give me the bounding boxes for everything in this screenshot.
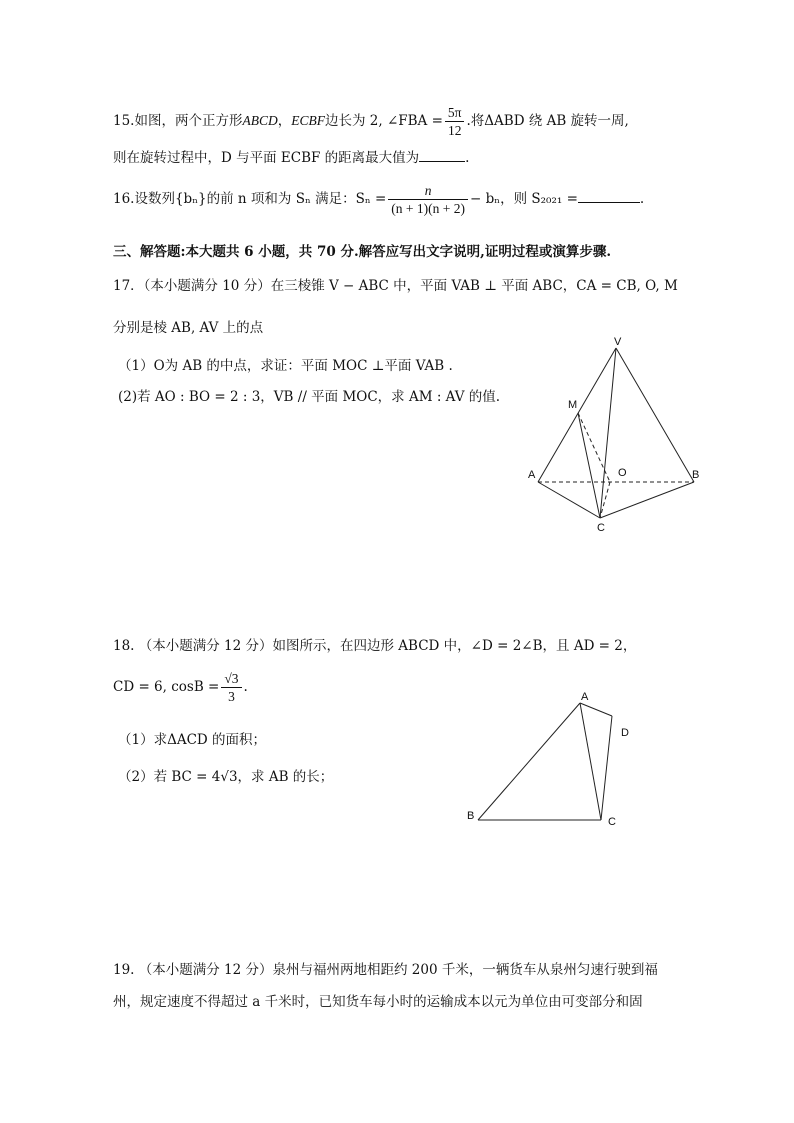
q17-label-b: B — [692, 469, 700, 481]
q17-edge-mc — [578, 413, 600, 518]
q17-label-a: A — [528, 469, 536, 481]
q16-answer-blank[interactable] — [578, 190, 640, 203]
q19-line2: 州，规定速度不得超过 a 千米时，已知货车每小时的运输成本以元为单位由可变部分和固 — [113, 994, 643, 1010]
q17-edge-ac — [538, 482, 600, 518]
q15-frac-num: 5π — [445, 104, 465, 122]
q15-line1 — [113, 104, 629, 139]
q16-fraction — [388, 182, 468, 217]
q15-angle-fraction — [445, 104, 465, 139]
q18-quadrilateral-figure — [462, 688, 652, 833]
q16-rest: − bₙ，则 S₂₀₂₁ = — [470, 191, 578, 207]
q17-edge-vb — [616, 348, 694, 482]
q18-frac-den: 3 — [228, 689, 235, 704]
q17-label-o: O — [618, 467, 627, 479]
q18-edge-ba — [478, 703, 580, 820]
q16-line — [113, 182, 644, 217]
q15-side: 边长为 2, ∠FBA = — [324, 113, 443, 129]
q19-line1: 19. （本小题满分 12 分）泉州与福州两地相距约 200 千米，一辆货车从泉州匀速行驶到福 — [113, 962, 658, 978]
q15-rest: .将ΔABD 绕 AB 旋转一周, — [466, 113, 629, 129]
q16-frac-den: (n + 1)(n + 2) — [391, 201, 465, 216]
q18-edge-ad — [580, 703, 612, 716]
q17-edge-bc — [600, 482, 694, 518]
q17-edge-vc — [600, 348, 616, 518]
q17-part1: （1）O为 AB 的中点，求证：平面 MOC ⊥平面 VAB . — [118, 358, 453, 374]
q18-frac-num: √3 — [221, 670, 241, 688]
q15-line2-text: 则在旋转过程中，D 与平面 ECBF 的距离最大值为 — [113, 150, 420, 166]
q17-part2: (2)若 AO : BO = 2 : 3，VB // 平面 MOC，求 AM : AV 的值. — [118, 389, 501, 405]
q18-line2-prefix: CD = 6, cosB = — [113, 679, 220, 695]
q18-label-b: B — [467, 810, 475, 822]
q15-sep: ， — [277, 113, 292, 129]
q16-end: . — [639, 191, 645, 207]
q17-edge-mo-dashed — [578, 413, 610, 482]
q18-part2: （2）若 BC = 4√3，求 AB 的长； — [118, 769, 334, 785]
q17-label-m: M — [568, 399, 578, 411]
q15-frac-den: 12 — [447, 123, 462, 138]
q18-edge-ac — [580, 703, 601, 820]
q17-tetrahedron-figure — [520, 335, 720, 540]
q18-line1: 18. （本小题满分 12 分）如图所示，在四边形 ABCD 中，∠D = 2∠B，且 AD = 2， — [113, 638, 637, 654]
q18-cos-fraction — [221, 670, 241, 705]
q16-frac-num: n — [388, 182, 468, 200]
q17-edge-va — [538, 348, 616, 482]
q15-square2: ECBF — [291, 113, 325, 128]
q15-square1: ABCD — [242, 113, 278, 128]
q17-line2: 分别是棱 AB, AV 上的点 — [113, 320, 264, 336]
q18-part1: （1）求ΔACD 的面积； — [118, 732, 267, 748]
q15-prefix: 15.如图，两个正方形 — [113, 113, 243, 129]
section3-heading: 三、解答题:本大题共 6 小题，共 70 分.解答应写出文字说明,证明过程或演算步骤. — [113, 244, 612, 260]
q15-end: . — [465, 150, 470, 166]
q15-answer-blank[interactable] — [419, 149, 465, 162]
q15-line2 — [113, 146, 469, 166]
q17-label-v: V — [614, 336, 622, 348]
q18-label-d: D — [621, 727, 629, 739]
q17-line1: 17．（本小题满分 10 分）在三棱锥 V − ABC 中，平面 VAB ⊥ 平面 ABC，CA = CB, O, M — [113, 278, 678, 294]
q17-label-c: C — [597, 522, 605, 534]
q16-prefix: 16.设数列{bₙ}的前 n 项和为 Sₙ 满足：Sₙ = — [113, 191, 387, 207]
q18-label-c: C — [608, 816, 616, 828]
q18-label-a: A — [581, 691, 589, 703]
q18-edge-dc — [601, 716, 612, 820]
q18-line2-end: . — [243, 679, 248, 695]
q18-line2 — [113, 670, 248, 705]
